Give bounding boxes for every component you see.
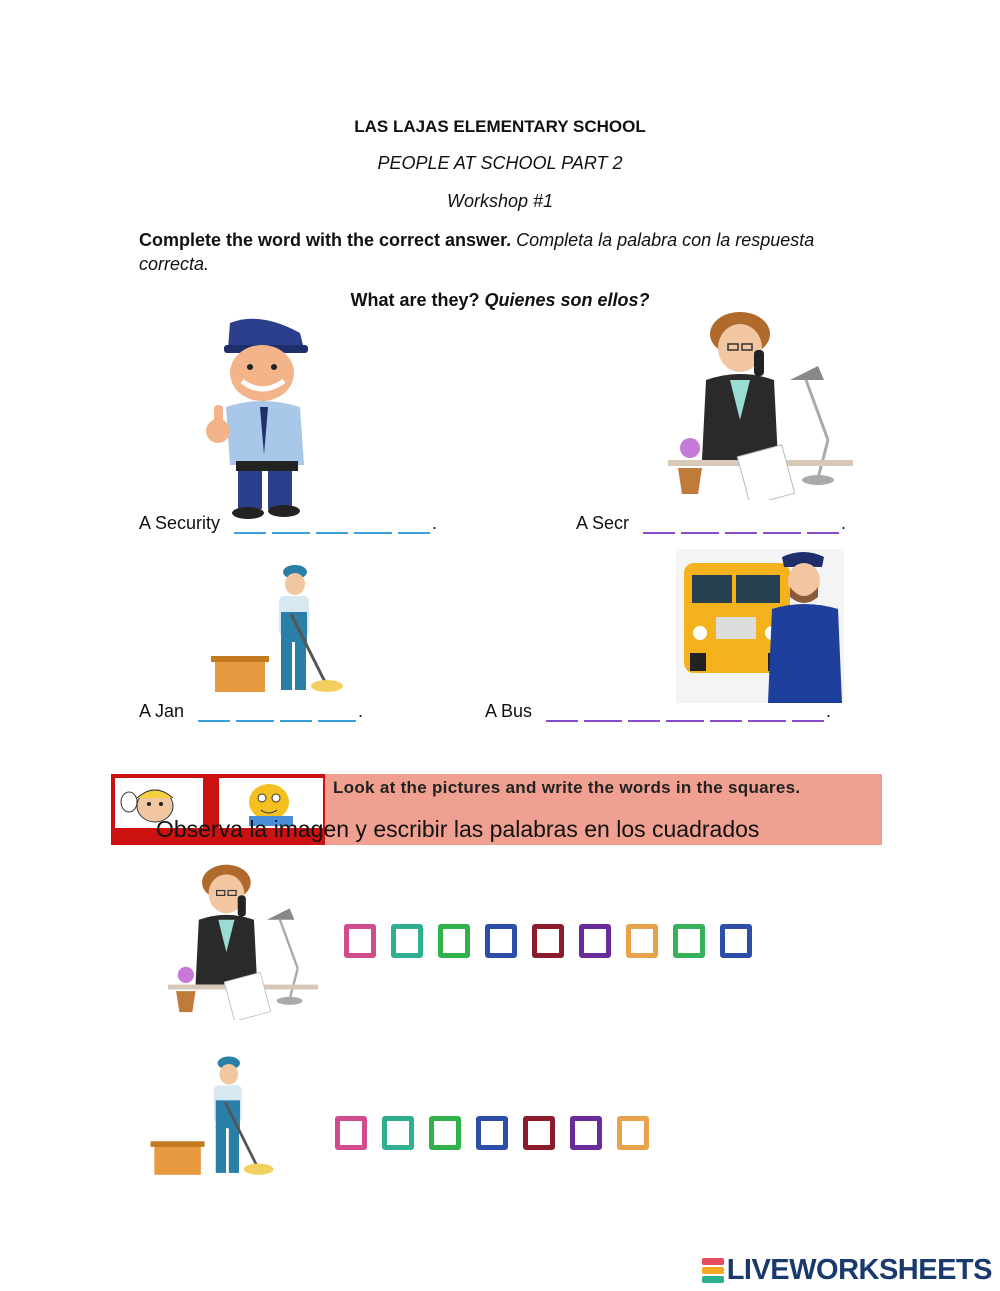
- question-es: Quienes son ellos?: [479, 290, 650, 310]
- answer-blanks[interactable]: [546, 720, 824, 722]
- letter-square[interactable]: [532, 924, 564, 958]
- banner-instruction-en: Look at the pictures and write the words in the squares.: [333, 778, 801, 797]
- item-period: .: [432, 513, 438, 533]
- answer-blank-line[interactable]: [234, 532, 266, 534]
- question-en: What are they?: [350, 290, 480, 310]
- bus-driver-illustration: [676, 549, 844, 703]
- answer-blank-line[interactable]: [807, 532, 839, 534]
- letter-square[interactable]: [476, 1116, 508, 1150]
- answer-blank-line[interactable]: [584, 720, 622, 722]
- item-period: .: [826, 701, 832, 721]
- letter-square[interactable]: [579, 924, 611, 958]
- item-security: [139, 513, 437, 534]
- answer-blank-line[interactable]: [710, 720, 742, 722]
- answer-blank-line[interactable]: [725, 532, 757, 534]
- banner-instruction-es: Observa la imagen y escribir las palabras en los cuadrados: [156, 816, 760, 842]
- answer-blank-line[interactable]: [681, 532, 719, 534]
- item-secretary: [576, 513, 846, 534]
- item-label: A Bus: [485, 701, 533, 721]
- answer-blanks[interactable]: [198, 720, 356, 722]
- answer-blank-line[interactable]: [280, 720, 312, 722]
- answer-blank-line[interactable]: [792, 720, 824, 722]
- liveworksheets-logo: [702, 1254, 992, 1287]
- worksheet-subtitle: PEOPLE AT SCHOOL PART 2: [377, 153, 623, 173]
- instructions: [139, 228, 879, 276]
- answer-blank-line[interactable]: [666, 720, 704, 722]
- instructions-en: Complete the word with the correct answer.: [139, 230, 512, 250]
- logo-text: LIVEWORKSHEETS: [726, 1254, 992, 1286]
- item-label: A Secr: [576, 513, 630, 533]
- letter-squares-row-1: [344, 920, 774, 970]
- answer-blank-line[interactable]: [318, 720, 356, 722]
- answer-blank-line[interactable]: [316, 532, 348, 534]
- letter-square[interactable]: [485, 924, 517, 958]
- letter-square[interactable]: [382, 1116, 414, 1150]
- answer-blank-line[interactable]: [236, 720, 274, 722]
- answer-blank-line[interactable]: [546, 720, 578, 722]
- item-janitor: [139, 701, 363, 722]
- answer-blank-line[interactable]: [763, 532, 801, 534]
- letter-square[interactable]: [523, 1116, 555, 1150]
- secretary-illustration: [668, 310, 853, 500]
- janitor-illustration: [205, 562, 350, 700]
- letter-square[interactable]: [335, 1116, 367, 1150]
- question: [0, 290, 1000, 311]
- secretary-illustration: [168, 860, 318, 1020]
- answer-blank-line[interactable]: [748, 720, 786, 722]
- school-title: LAS LAJAS ELEMENTARY SCHOOL: [354, 117, 646, 136]
- letter-square[interactable]: [617, 1116, 649, 1150]
- letter-squares-row-2: [335, 1112, 685, 1162]
- letter-square[interactable]: [720, 924, 752, 958]
- answer-blanks[interactable]: [234, 532, 430, 534]
- letter-square[interactable]: [570, 1116, 602, 1150]
- workshop-number: Workshop #1: [446, 191, 554, 211]
- answer-blank-line[interactable]: [354, 532, 392, 534]
- answer-blank-line[interactable]: [628, 720, 660, 722]
- item-period: .: [841, 513, 847, 533]
- item-label: A Jan: [139, 701, 185, 721]
- letter-square[interactable]: [344, 924, 376, 958]
- security-guard-illustration: [200, 315, 315, 520]
- letter-square[interactable]: [626, 924, 658, 958]
- answer-blank-line[interactable]: [398, 532, 430, 534]
- letter-square[interactable]: [391, 924, 423, 958]
- answer-blanks[interactable]: [643, 532, 839, 534]
- letter-square[interactable]: [673, 924, 705, 958]
- answer-blank-line[interactable]: [198, 720, 230, 722]
- item-period: .: [358, 701, 364, 721]
- answer-blank-line[interactable]: [643, 532, 675, 534]
- instructions-es: Completa la palabra con la respuesta correcta.: [139, 230, 815, 274]
- instruction-banner: [111, 774, 882, 845]
- janitor-illustration: [145, 1048, 280, 1188]
- item-bus-driver: [485, 701, 831, 722]
- item-label: A Security: [139, 513, 221, 533]
- logo-mark-icon: [702, 1258, 724, 1284]
- letter-square[interactable]: [429, 1116, 461, 1150]
- letter-square[interactable]: [438, 924, 470, 958]
- answer-blank-line[interactable]: [272, 532, 310, 534]
